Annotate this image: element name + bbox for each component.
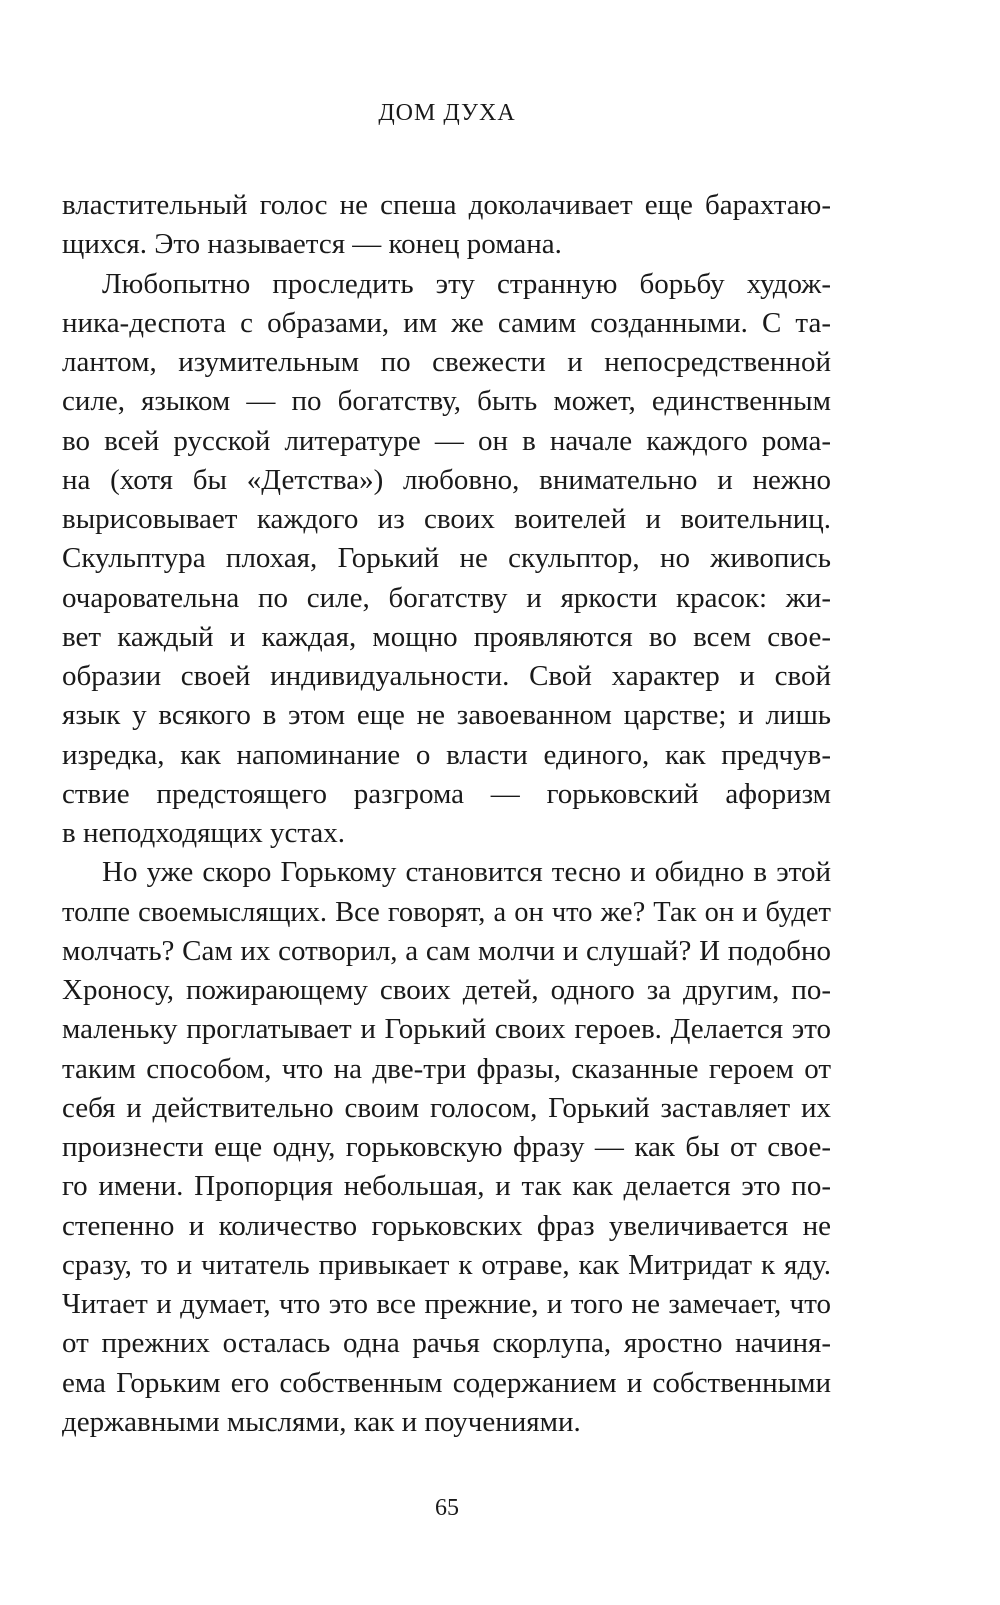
text-line: толпе своемыслящих. Все говорят, а он что же? Так он и будет	[62, 896, 831, 928]
text-line: Скульптура плохая, Горький не скульптор, но живопись	[62, 542, 831, 575]
text-line: ствие предстоящего разгрома — горьковский афоризм	[62, 777, 831, 810]
text-line: от прежних осталась одна рачья скорлупа, яростно начиня-	[62, 1327, 831, 1360]
text-line: державными мыслями, как и поучениями.	[62, 1405, 581, 1438]
page-number: 65	[435, 1495, 459, 1521]
text-line: сразу, то и читатель привыкает к отраве, как Митридат к яду.	[62, 1248, 831, 1281]
text-line: таким способом, что на две-три фразы, сказанные героем от	[62, 1052, 831, 1085]
text-line: Но уже скоро Горькому становится тесно и обидно в этой	[102, 856, 831, 889]
text-line: ема Горьким его собственным содержанием и собственными	[62, 1366, 831, 1399]
text-line: изредка, как напоминание о власти единого, как предчув-	[62, 738, 831, 771]
text-line: в неподходящих устах.	[62, 817, 346, 849]
text-line: Любопытно проследить эту странную борьбу худож-	[102, 267, 831, 300]
text-line: Читает и думает, что это все прежние, и того не замечает, что	[62, 1288, 831, 1320]
text-line: вет каждый и каждая, мощно проявляются во всем свое-	[62, 620, 831, 653]
text-line: го имени. Пропорция небольшая, и так как делается это по-	[62, 1170, 831, 1203]
text-line: образии своей индивидуальности. Свой характер и свой	[62, 660, 831, 692]
text-line: ника-деспота с образами, им же самим созданными. С та-	[62, 306, 831, 339]
text-line: маленьку проглатывает и Горький своих героев. Делается это	[62, 1013, 831, 1046]
text-line: лантом, изумительным по свежести и непосредственной	[62, 346, 831, 378]
text-line: на (хотя бы «Детства») любовно, внимательно и нежно	[62, 463, 831, 496]
text-line: себя и действительно своим голосом, Горький заставляет их	[62, 1091, 831, 1124]
text-line: властительный голос не спеша доколачивает еще барахтаю-	[62, 189, 831, 221]
running-head: ДОМ ДУХА	[378, 100, 516, 126]
text-line: вырисовывает каждого из своих воителей и воительниц.	[62, 503, 831, 535]
text-line: молчать? Сам их сотворил, а сам молчи и слушай? И подобно	[62, 934, 831, 967]
text-line: щихся. Это называется — конец романа.	[62, 228, 562, 261]
text-line: силе, языком — по богатству, быть может, единственным	[62, 385, 831, 418]
text-line: во всей русской литературе — он в начале каждого рома-	[62, 424, 831, 457]
text-line: произнести еще одну, горьковскую фразу — как бы от свое-	[62, 1131, 831, 1163]
body-text	[62, 186, 831, 1442]
text-line: Хроносу, пожирающему своих детей, одного за другим, по-	[62, 974, 831, 1006]
text-line: очаровательна по силе, богатству и яркости красок: жи-	[62, 581, 831, 614]
text-line: язык у всякого в этом еще не завоеванном царстве; и лишь	[62, 699, 831, 732]
text-line: степенно и количество горьковских фраз увеличивается не	[62, 1209, 831, 1242]
